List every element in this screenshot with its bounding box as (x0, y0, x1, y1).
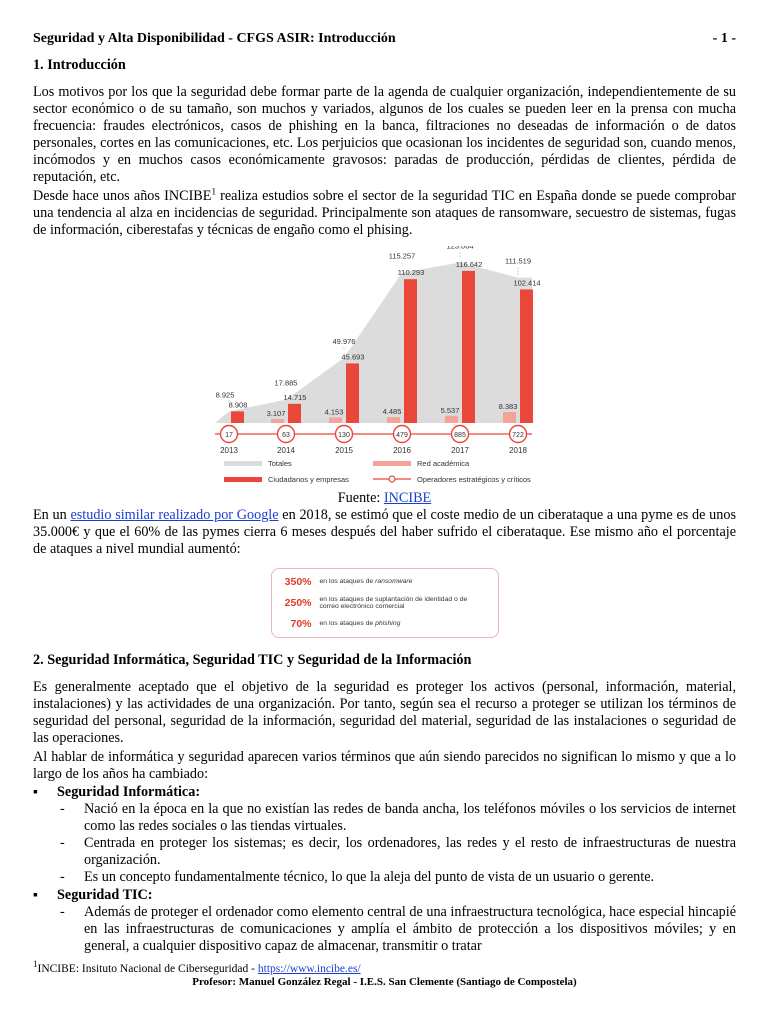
legend-label: Operadores estratégicos y críticos (417, 475, 531, 484)
ciudadanos-bar (231, 411, 244, 423)
ciudadanos-bar (520, 289, 533, 423)
page-header (33, 30, 736, 48)
assets-paragraph: Es generalmente aceptado que el objetivo de la seguridad es proteger los activos (personal, información, material, instalaciones) y las actividades de una organización. Por tanto, según sea el recurso a proteger se utilizan los términos de seguridad del personal, seguridad de la información, seguridad del material, seguridad de las instalaciones o seguridad de las operaciones. (33, 679, 736, 746)
sub-list (57, 801, 736, 886)
ciudadanos-bar (404, 279, 417, 423)
year-tick-label: 2014 (277, 446, 295, 455)
sub-item: - Nació en la época en la que no existían las redes de banda ancha, los teléfonos móviles o los servicios de internet como las redes sociales o las tiendas virtuales. (57, 801, 736, 835)
ciudadanos-label: 110.293 (397, 268, 425, 278)
year-tick-label: 2013 (220, 446, 238, 455)
legend-label: Red académica (417, 459, 470, 468)
stat-row (272, 572, 498, 592)
red-academica-bar (387, 417, 400, 423)
google-study-link[interactable]: estudio similar realizado por Google (70, 507, 279, 523)
legend-swatch (389, 476, 395, 482)
section-1-heading: 1. Introducción (33, 57, 126, 73)
operators-label: 479 (396, 432, 408, 439)
red-academica-bar (271, 419, 284, 423)
totales-label: 111.519 (505, 256, 531, 266)
stat-text: en los ataques de suplantación de identidad o de correo electrónico comercial (319, 595, 468, 610)
ciudadanos-bar (346, 363, 359, 423)
stat-text: en los ataques de phishing (319, 620, 401, 628)
incibe-paragraph: Desde hace unos años INCIBE$^1$ realiza estudios sobre el sector de la seguridad TIC en España donde se puede comprobar una tendencia al alza en incidencias de seguridad. Principalmente son ataques de ransomware, secuestro de sistemas, fugas de información, ciberestafas y técnicas de engaño como el phising. (33, 186, 736, 238)
footnote: $^1$INCIBE: Insituto Nacional de Ciberseguridad - https://www.incibe.es/ (33, 959, 361, 975)
stat-percent: 70% (290, 617, 312, 630)
sub-item: - Centrada en proteger los sistemas; es decir, los ordenadores, las redes y el resto de infraestructuras de nuestra organización. (57, 835, 736, 869)
red-academica-bar (503, 412, 516, 423)
red-academica-label: 4.485 (382, 407, 402, 417)
legend-label: Totales (268, 459, 292, 468)
incidents-chart (33, 246, 736, 488)
totales-label: 17.885 (274, 378, 298, 388)
page-footer (33, 959, 736, 989)
ciudadanos-label: 14.715 (283, 392, 307, 402)
red-academica-label: 5.537 (440, 405, 460, 415)
totales-label: 8.925 (215, 390, 235, 400)
incidents-chart-svg (33, 246, 736, 488)
ciudadanos-label: 102.414 (513, 278, 541, 288)
legend-label: Ciudadanos y empresas (268, 475, 349, 484)
source-link[interactable]: INCIBE (383, 490, 432, 506)
legend-swatch (224, 461, 262, 466)
red-academica-bar (329, 418, 342, 423)
footnote-ref[interactable]: 1 (211, 186, 216, 197)
sub-item: - Es un concepto fundamentalmente técnico, lo que la aleja del punto de vista de un usuario o gerente. (57, 869, 736, 886)
header-title: Seguridad y Alta Disponibilidad - CFGS ASIR: Introducción (33, 31, 396, 46)
stat-percent: 350% (284, 575, 312, 588)
year-tick-label: 2016 (393, 446, 411, 455)
red-academica-label: 3.107 (266, 408, 286, 418)
list-item (33, 784, 736, 886)
incibe-url-link[interactable]: https://www.incibe.es/ (257, 963, 361, 975)
operators-label: 885 (454, 432, 466, 439)
page-number: - 1 - (712, 31, 736, 46)
stat-text: en los ataques de ransomware (319, 578, 413, 586)
red-academica-label: 4.153 (324, 407, 344, 417)
totales-label: 49.976 (332, 336, 356, 346)
totales-label: 123.064 (446, 246, 474, 251)
intro-paragraph: Los motivos por los que la seguridad debe formar parte de la agenda de cualquier organización, independientemente de su sector económico o de su tamaño, son muchos y variados, algunos de los cuales se pueden leer en la prensa con mucha frecuencia: fraudes electrónicos, casos de phishing en la banca, filtraciones no deseadas de información o de datos personales, cortes en las comunicaciones, etc. Los perjuicios que ocasionan los incidentes de seguridad son, cuando menos, incómodos y en muchos casos económicamente gravosos: paradas de producción, pérdidas de clientes, pérdida de reputación, etc. (33, 84, 736, 185)
google-paragraph: En un estudio similar realizado por Google en 2018, se estimó que el coste medio de un ciberataque a una pyme es de unos 35.000€ y que el 60% de las pymes cierra 6 meses después del haber sufrido el ciberataque. Ese mismo año el porcentaje de ataques a nivel mundial aumentó: (33, 507, 736, 557)
year-tick-label: 2015 (335, 446, 353, 455)
terms-paragraph: Al hablar de informática y seguridad aparecen varios términos que aún siendo parecidos no significan lo mismo y que a lo largo de los años ha cambiado: (33, 749, 736, 782)
ciudadanos-bar (288, 404, 301, 423)
ciudadanos-label: 116.642 (455, 259, 483, 269)
term-title: Seguridad TIC: (57, 887, 153, 903)
red-academica-bar (445, 416, 458, 423)
year-tick-label: 2018 (509, 446, 527, 455)
operators-label: 17 (225, 432, 233, 439)
ciudadanos-bar (462, 271, 475, 423)
list-item (33, 887, 736, 955)
term-title: Seguridad Informática: (57, 784, 201, 800)
terms-list (33, 784, 736, 955)
sub-item: - Además de proteger el ordenador como elemento central de una infraestructura tecnológica, hace especial hincapié en las infraestructuras de comunicaciones y amplía el ámbito de protección a los dispositivos móviles; y en general, a cualquier dispositivo capaz de almacenar, transmitir o tratar (57, 904, 736, 955)
legend-swatch (373, 461, 411, 466)
year-tick-label: 2017 (451, 446, 469, 455)
sub-list (57, 904, 736, 955)
stat-row (272, 593, 498, 613)
stat-row (272, 614, 498, 634)
document-page (33, 30, 736, 955)
chart-source: Fuente: INCIBE (337, 490, 432, 506)
ciudadanos-label: 45.693 (341, 352, 365, 362)
operators-label: 130 (338, 432, 350, 439)
stat-percent: 250% (284, 596, 312, 609)
attack-stats-box (271, 568, 499, 638)
red-academica-label: 8.383 (498, 402, 518, 412)
ciudadanos-label: 8.908 (228, 400, 248, 410)
legend-swatch (224, 477, 262, 482)
operators-label: 722 (512, 432, 524, 439)
operators-label: 63 (282, 432, 290, 439)
section-2-heading: 2. Seguridad Informática, Seguridad TIC y Seguridad de la Información (33, 652, 472, 668)
totales-area (215, 263, 532, 423)
footer-credit: Profesor: Manuel González Regal - I.E.S. San Clemente (Santiago de Compostela) (192, 976, 577, 988)
totales-label: 115.257 (388, 251, 416, 261)
